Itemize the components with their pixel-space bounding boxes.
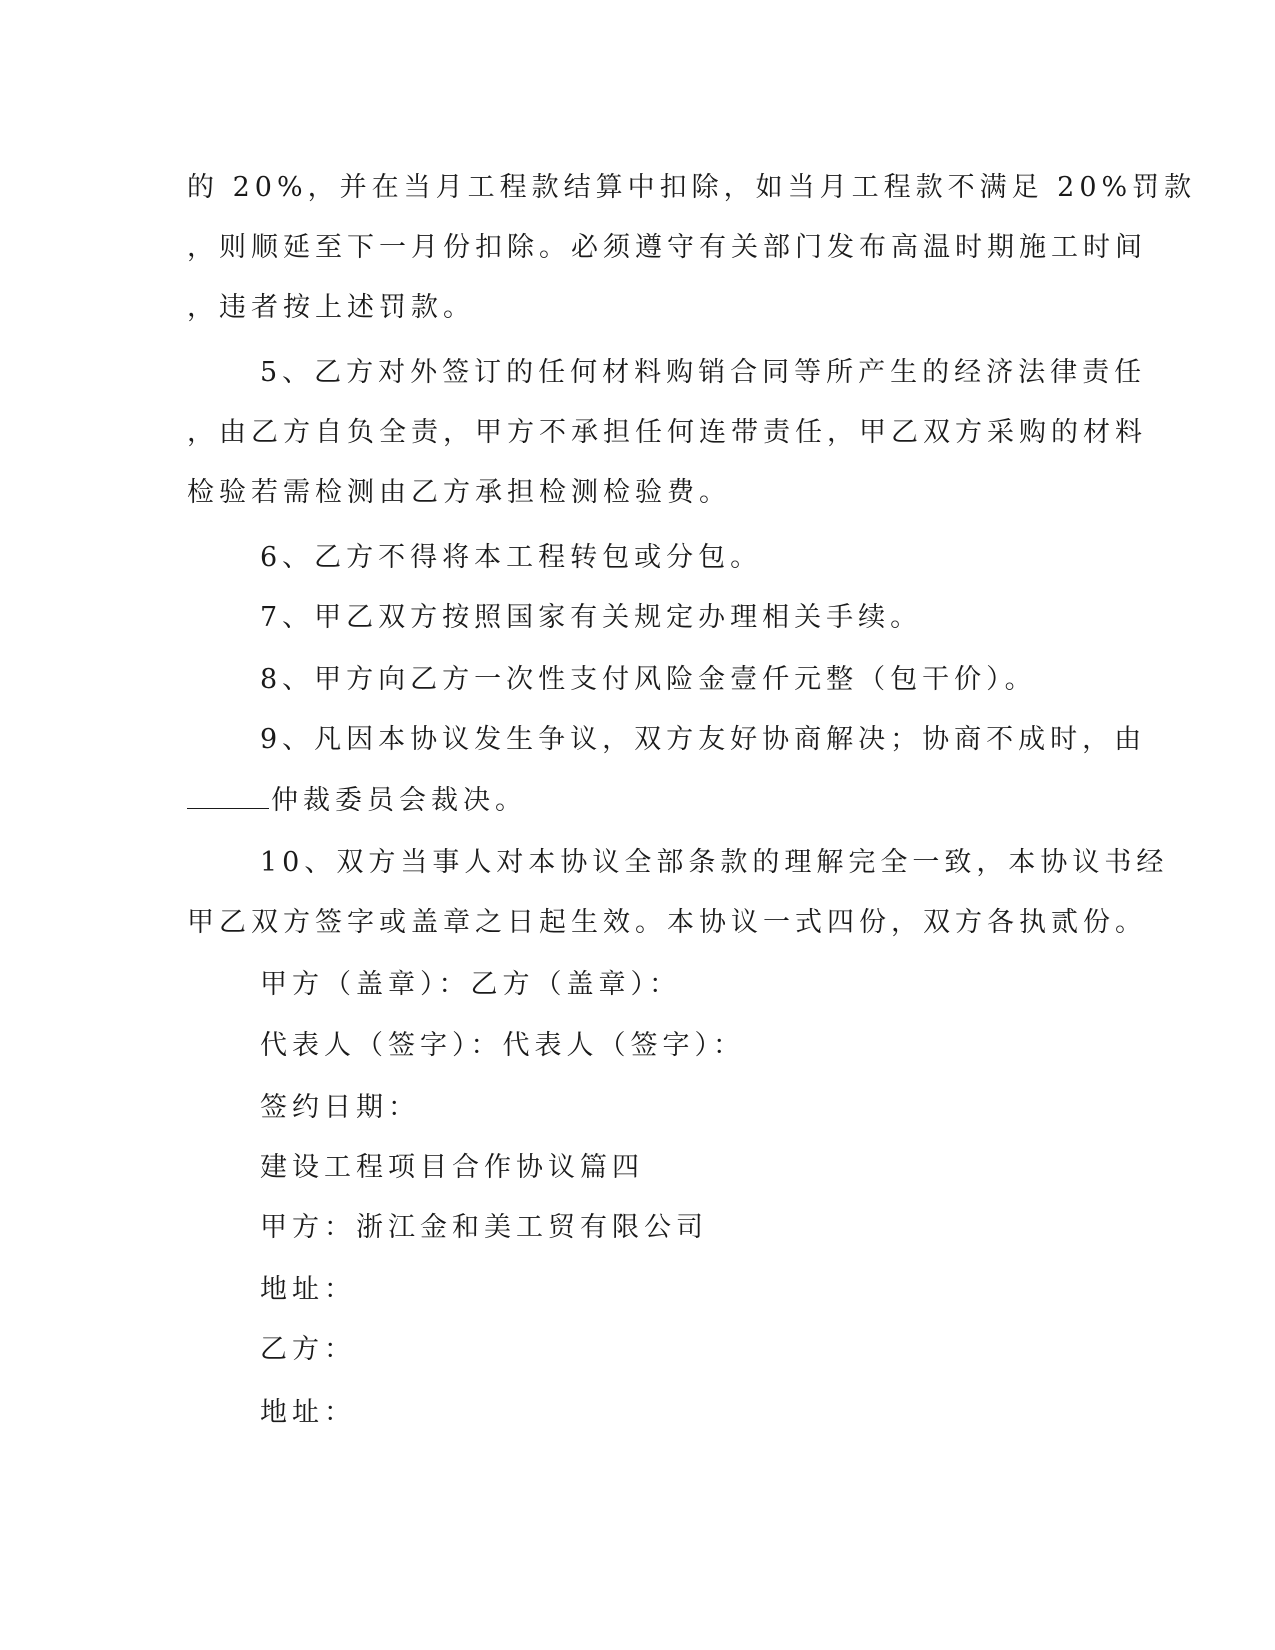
clause-5-line-2: ，由乙方自负全责，甲方不承担任何连带责任，甲乙双方采购的材料 xyxy=(187,417,1147,448)
party-a-address-line: 地址： xyxy=(260,1274,356,1305)
clause-8: 8、甲方向乙方一次性支付风险金壹仟元整（包干价）。 xyxy=(260,664,1037,695)
clause-4-continued-line-1: 的 20%，并在当月工程款结算中扣除，如当月工程款不满足 20%罚款 xyxy=(187,172,1197,203)
clause-5-line-1: 5、乙方对外签订的任何材料购销合同等所产生的经济法律责任 xyxy=(260,357,1147,388)
party-b-line: 乙方： xyxy=(260,1334,356,1365)
clause-10-line-1: 10、双方当事人对本协议全部条款的理解完全一致，本协议书经 xyxy=(260,847,1169,878)
fill-in-blank-line xyxy=(187,782,269,809)
clause-9-line-2-text: 仲裁委员会裁决。 xyxy=(271,785,527,816)
clause-9-line-1: 9、凡因本协议发生争议，双方友好协商解决；协商不成时，由 xyxy=(260,724,1147,755)
clause-4-continued-line-3: ，违者按上述罚款。 xyxy=(187,292,475,323)
clause-4-continued-line-2: ，则顺延至下一月份扣除。必须遵守有关部门发布高温时期施工时间 xyxy=(187,232,1147,263)
signing-date-line: 签约日期： xyxy=(260,1092,420,1123)
party-a-line: 甲方：浙江金和美工贸有限公司 xyxy=(260,1212,708,1243)
seal-line: 甲方（盖章）：乙方（盖章）： xyxy=(260,969,681,1000)
clause-5-line-3: 检验若需检测由乙方承担检测检验费。 xyxy=(187,477,731,508)
clause-10-line-2: 甲乙双方签字或盖章之日起生效。本协议一式四份，双方各执贰份。 xyxy=(187,907,1147,938)
clause-6: 6、乙方不得将本工程转包或分包。 xyxy=(260,542,763,573)
clause-7: 7、甲乙双方按照国家有关规定办理相关手续。 xyxy=(260,602,923,633)
section-heading: 建设工程项目合作协议篇四 xyxy=(260,1152,644,1183)
representative-signature-line: 代表人（签字）：代表人（签字）： xyxy=(260,1030,745,1061)
party-b-address-line: 地址： xyxy=(260,1397,356,1428)
clause-9-line-2 xyxy=(187,782,527,819)
